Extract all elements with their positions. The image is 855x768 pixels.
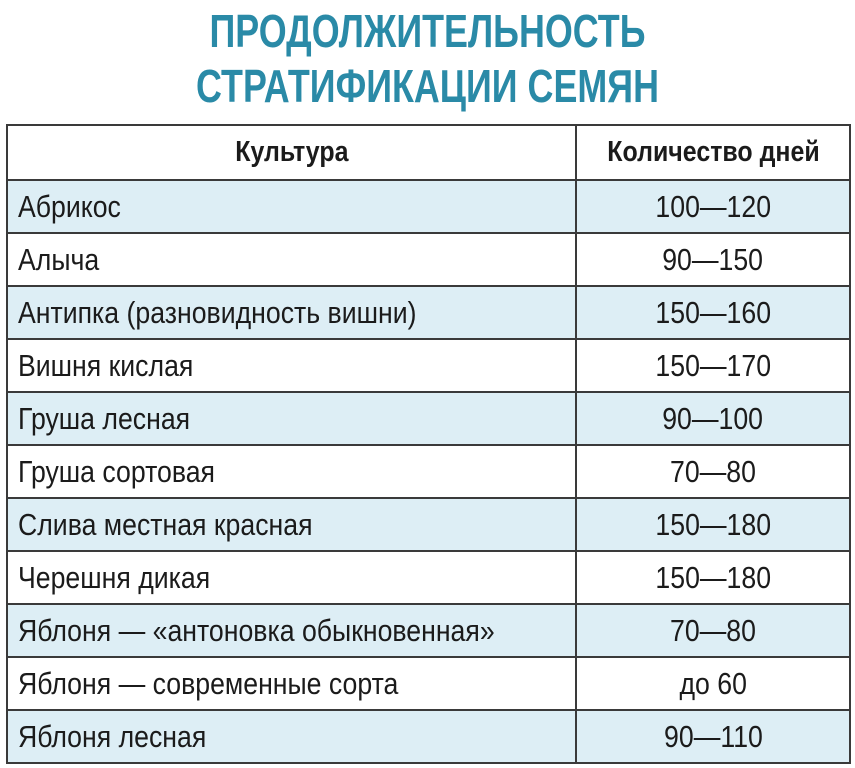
table-row	[7, 657, 850, 710]
crop-cell: Антипка (разновидность вишни)	[7, 286, 576, 339]
header-crop: Культура	[7, 125, 576, 180]
table-header-row	[7, 125, 850, 180]
days-cell: 100—120	[576, 180, 850, 233]
table-row	[7, 604, 850, 657]
days-cell: 90—150	[576, 233, 850, 286]
crop-cell: Вишня кислая	[7, 339, 576, 392]
crop-cell: Груша сортовая	[7, 445, 576, 498]
table-row	[7, 233, 850, 286]
table-row	[7, 498, 850, 551]
table-row	[7, 710, 850, 763]
title-line-1: ПРОДОЛЖИТЕЛЬНОСТЬ	[209, 5, 646, 57]
days-cell: 70—80	[576, 445, 850, 498]
crop-cell: Яблоня лесная	[7, 710, 576, 763]
table-row	[7, 445, 850, 498]
days-cell: 150—170	[576, 339, 850, 392]
crop-cell: Слива местная красная	[7, 498, 576, 551]
days-cell: 150—180	[576, 551, 850, 604]
title-line-2: СТРАТИФИКАЦИИ СЕМЯН	[196, 60, 659, 112]
days-cell: 90—100	[576, 392, 850, 445]
table-row	[7, 286, 850, 339]
crop-cell: Груша лесная	[7, 392, 576, 445]
table-row	[7, 392, 850, 445]
days-cell: 150—180	[576, 498, 850, 551]
crop-cell: Яблоня — «антоновка обыкновенная»	[7, 604, 576, 657]
table-row	[7, 551, 850, 604]
table-row	[7, 339, 850, 392]
table-row	[7, 180, 850, 233]
header-days: Количество дней	[576, 125, 850, 180]
stratification-table	[6, 124, 851, 764]
page-title	[94, 4, 761, 114]
crop-cell: Абрикос	[7, 180, 576, 233]
days-cell: 150—160	[576, 286, 850, 339]
days-cell: 70—80	[576, 604, 850, 657]
crop-cell: Яблоня — современные сорта	[7, 657, 576, 710]
days-cell: до 60	[576, 657, 850, 710]
days-cell: 90—110	[576, 710, 850, 763]
crop-cell: Алыча	[7, 233, 576, 286]
crop-cell: Черешня дикая	[7, 551, 576, 604]
